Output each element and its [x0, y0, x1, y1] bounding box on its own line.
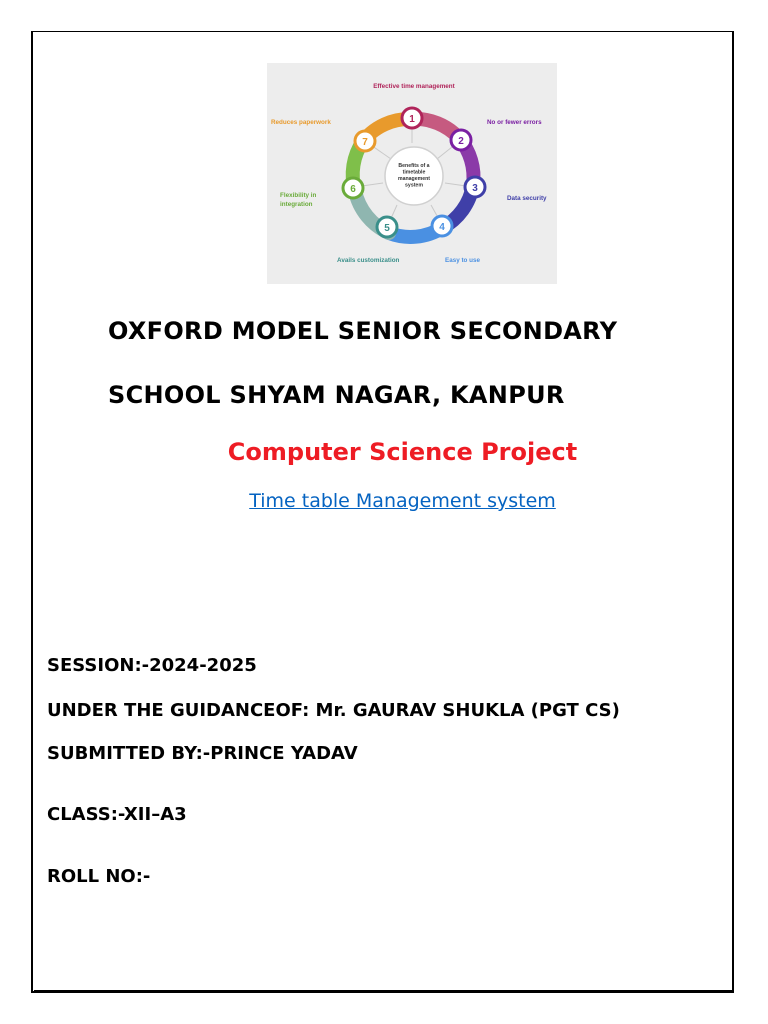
project-topic-link[interactable]: Time table Management system: [249, 490, 556, 512]
roll-no-line: ROLL NO:-: [47, 866, 151, 887]
svg-text:Flexibility in: Flexibility in: [280, 192, 317, 199]
project-subject: Computer Science Project: [227, 438, 578, 466]
svg-text:6: 6: [350, 184, 356, 195]
center-label-line: Benefits of a: [398, 163, 430, 169]
node-3: [465, 177, 485, 197]
center-label-line: timetable: [402, 169, 426, 176]
node-4: [432, 216, 452, 236]
submitted-by-line: SUBMITTED BY:-PRINCE YADAV: [47, 743, 358, 764]
svg-text:5: 5: [384, 223, 390, 234]
class-line: CLASS:-XII–A3: [47, 804, 187, 825]
svg-text:2: 2: [458, 136, 464, 147]
node-1: [402, 108, 422, 128]
center-label-line: system: [405, 182, 423, 189]
label-data-security: Data security: [507, 195, 547, 202]
page-border-bottom-rule: [34, 990, 734, 991]
label-reduces-paperwork: Reduces paperwork: [271, 119, 331, 126]
label-easy-to-use: Easy to use: [445, 257, 480, 264]
node-7: [355, 131, 375, 151]
svg-text:1: 1: [409, 114, 415, 125]
svg-text:3: 3: [472, 183, 478, 194]
svg-text:integration: integration: [280, 201, 313, 208]
label-avails-customization: Avails customization: [337, 257, 400, 264]
node-2: [451, 130, 471, 150]
node-6: [343, 178, 363, 198]
center-label-line: management: [398, 176, 430, 182]
benefits-diagram: [267, 63, 557, 284]
guidance-line: UNDER THE GUIDANCEOF: Mr. GAURAV SHUKLA (PGT CS): [47, 700, 620, 721]
svg-text:4: 4: [439, 222, 445, 233]
node-5: [377, 217, 397, 237]
school-name-line-2: SCHOOL SHYAM NAGAR, KANPUR: [108, 381, 565, 409]
label-flexibility-in-integration: [280, 192, 317, 208]
school-name-line-1: OXFORD MODEL SENIOR SECONDARY: [108, 317, 618, 345]
session-line: SESSION:-2024-2025: [47, 655, 257, 676]
label-effective-time-management: Effective time management: [373, 83, 455, 90]
svg-text:7: 7: [362, 137, 368, 148]
label-no-or-fewer-errors: No or fewer errors: [487, 119, 542, 126]
